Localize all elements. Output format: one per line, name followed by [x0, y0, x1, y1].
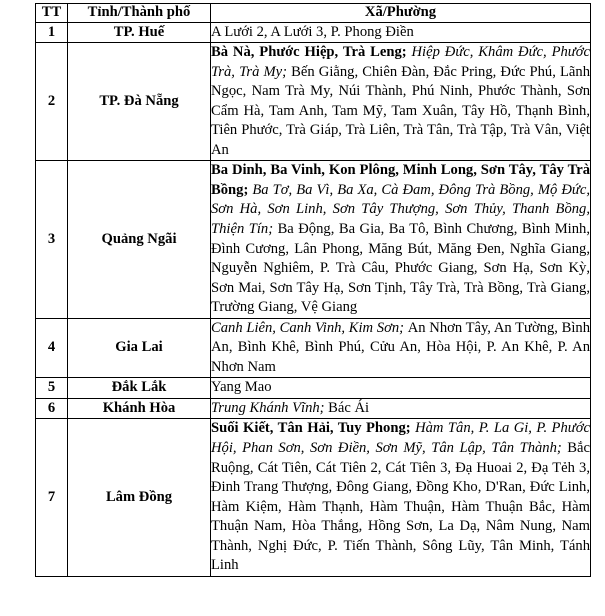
- ward-list-cell: [211, 43, 591, 161]
- table-row: [36, 419, 591, 576]
- table-header: [36, 4, 591, 23]
- ward-segment-italic: Hiệp Đức, Khâm Đức, Phước Trà, Trà My;: [211, 44, 591, 80]
- province-name-cell: TP. Đà Nẵng: [68, 43, 211, 161]
- column-header-ward: Xã/Phường: [211, 4, 591, 23]
- row-index-cell: 6: [36, 398, 68, 419]
- row-index-cell: 5: [36, 378, 68, 399]
- table-row: [36, 43, 591, 161]
- table-row: [36, 22, 591, 43]
- ward-segment-plain: Bến Giằng, Chiên Đàn, Đắc Pring, Đức Phú, Lãnh Ngọc, Nam Trà My, Núi Thành, Phú Ninh, Phước Thành, Sơn Cẩm Hà, Tam Anh, Tam Mỹ, Tam Xuân, Tây Hồ, Thạnh Bình, Tiên Phước, Trà Giáp, Trà Liên, Trà Tân, Trà Tập, Trà Vân, Việt An: [211, 63, 590, 158]
- ward-segment-italic: Canh Liên, Canh Vinh, Kim Sơn;: [211, 319, 408, 336]
- ward-list-cell: [211, 318, 591, 378]
- ward-segment-italic: Ba Tơ, Ba Vì, Ba Xa, Cà Đam, Đông Trà Bồng, Mộ Đức, Sơn Hà, Sơn Linh, Sơn Tây Thượng, Sơn Thủy, Thanh Bồng, Thiện Tín;: [211, 181, 591, 237]
- column-header-province: Tỉnh/Thành phố: [68, 4, 211, 23]
- ward-list-cell: [211, 419, 591, 576]
- row-index-cell: 4: [36, 318, 68, 378]
- table-body: [36, 22, 591, 576]
- ward-segment-plain: Bác Ái: [328, 399, 370, 416]
- ward-segment-bold: Suối Kiết, Tân Hải, Tuy Phong;: [211, 420, 416, 437]
- province-name-cell: Đắk Lắk: [68, 378, 211, 399]
- table-row: [36, 378, 591, 399]
- ward-segment-italic: Hàm Tân, P. La Gi, P. Phước Hội, Phan Sơn, Sơn Điền, Sơn Mỹ, Tân Lập, Tân Thành;: [211, 420, 590, 456]
- ward-segment-plain: A Lưới 2, A Lưới 3, P. Phong Điền: [211, 23, 414, 40]
- ward-segment-bold: Ba Dinh, Ba Vinh, Kon Plông, Minh Long, Sơn Tây, Tây Trà Bồng;: [211, 162, 590, 198]
- province-name-cell: Quảng Ngãi: [68, 161, 211, 318]
- table-header-row: [36, 4, 591, 23]
- ward-segment-plain: An Nhơn Tây, An Tường, Bình An, Bình Khê, Bình Phú, Cửu An, Hòa Hội, P. An Khê, P. An Nhơn Nam: [211, 319, 590, 375]
- ward-list-cell: [211, 378, 591, 399]
- ward-list-cell: [211, 22, 591, 43]
- ward-list-cell: [211, 398, 591, 419]
- ward-segment-plain: Bắc Ruộng, Cát Tiên, Cát Tiên 2, Cát Tiên 3, Đạ Huoai 2, Đạ Tẻh 3, Đinh Trang Thượng, Đông Giang, Đồng Kho, D'Ran, Đức Linh, Hàm Kiệm, Hàm Thạnh, Hàm Thuận, Hàm Thuận Bắc, Hàm Thuận Nam, Hòa Thắng, Hồng Sơn, La Dạ, Nâm Nung, Nam Thành, Nghị Đức, P. Tiến Thành, Sông Lũy, Tân Minh, Tánh Linh: [211, 439, 590, 574]
- ward-segment-bold: Bà Nà, Phước Hiệp, Trà Leng;: [211, 44, 412, 61]
- column-header-tt: TT: [36, 4, 68, 23]
- ward-list-cell: [211, 161, 591, 318]
- row-index-cell: 7: [36, 419, 68, 576]
- ward-segment-italic: Trung Khánh Vĩnh;: [211, 399, 329, 416]
- province-name-cell: TP. Huế: [68, 22, 211, 43]
- ward-segment-plain: Yang Mao: [211, 379, 272, 396]
- table-row: [36, 318, 591, 378]
- province-ward-table: [35, 3, 591, 577]
- province-name-cell: Gia Lai: [68, 318, 211, 378]
- row-index-cell: 1: [36, 22, 68, 43]
- row-index-cell: 3: [36, 161, 68, 318]
- table-row: [36, 161, 591, 318]
- province-name-cell: Lâm Đồng: [68, 419, 211, 576]
- table-row: [36, 398, 591, 419]
- row-index-cell: 2: [36, 43, 68, 161]
- ward-segment-plain: Ba Động, Ba Gia, Ba Tô, Bình Chương, Bình Minh, Đình Cương, Lân Phong, Măng Bút, Măng Đen, Nghĩa Giang, Nguyễn Nghiêm, P. Trà Câu, Phước Giang, Sơn Hạ, Sơn Kỳ, Sơn Mai, Sơn Tây Hạ, Sơn Tịnh, Tây Trà, Trà Bồng, Trà Giang, Trường Giang, Vệ Giang: [211, 220, 590, 316]
- province-name-cell: Khánh Hòa: [68, 398, 211, 419]
